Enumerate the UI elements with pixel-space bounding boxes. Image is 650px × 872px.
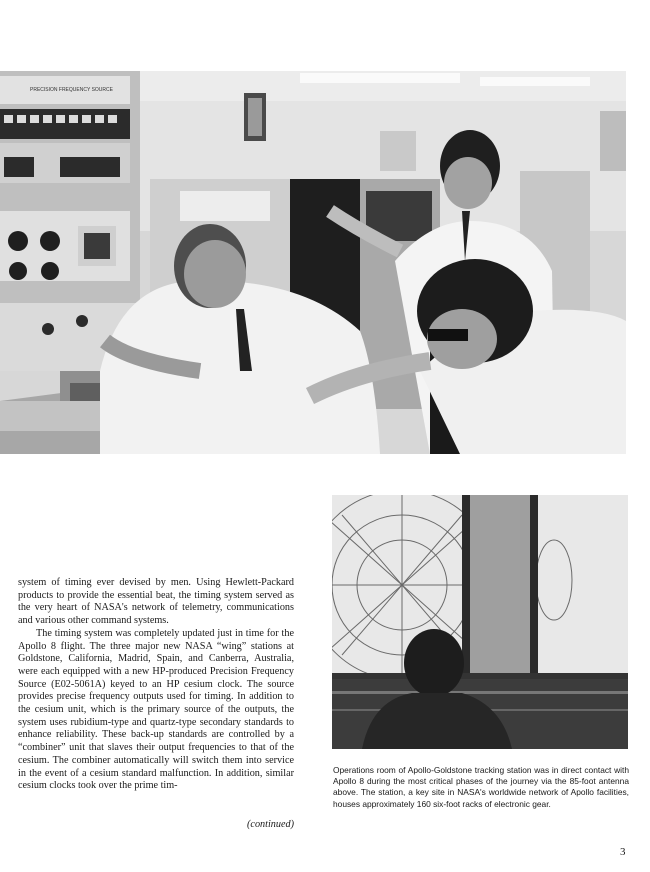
photo-caption: Operations room of Apollo-Goldstone tracking station was in direct contact with Apollo 8 during the most critical phases of the journey via the 85-foot antenna above. The station, a key site in NASA's worldwide network of Apollo facilities, houses approximately 160 six-foot racks of electronic gear. [333,765,629,809]
continued-note: (continued) [247,819,294,830]
body-paragraph-1: system of timing ever devised by men. Using Hewlett-Packard products to provide the essential beat, the timing system served as the very heart of NASA's network of telemetry, communications and various other command systems. [18,577,294,627]
panel-label: PRECISION FREQUENCY SOURCE [30,87,113,93]
body-text [18,577,294,793]
operations-room-photo [332,495,628,749]
body-paragraph-2: The timing system was completely updated just in time for the Apollo 8 flight. The three major new NASA “wing” stations at Goldstone, California, Madrid, Spain, and Canberra, Australia, were each equipped with a new HP-produced Precision Frequency Source (E02-5061A) keyed to an HP cesium clock. The source provides precise frequency outputs used for timing. In addition to the cesium unit, which is the primary source of the outputs, the system uses rubidium-type and quartz-type secondary standards to enhance reliability. These back-up standards are controlled by a “combiner” unit that slaves their output frequencies to that of the cesium. The combiner automatically will switch them into service in the event of a cesium standard malfunction. In addition, similar cesium clocks took over the prime tim- [18,627,294,792]
page-number: 3 [620,846,626,858]
technicians-photo [0,71,626,454]
